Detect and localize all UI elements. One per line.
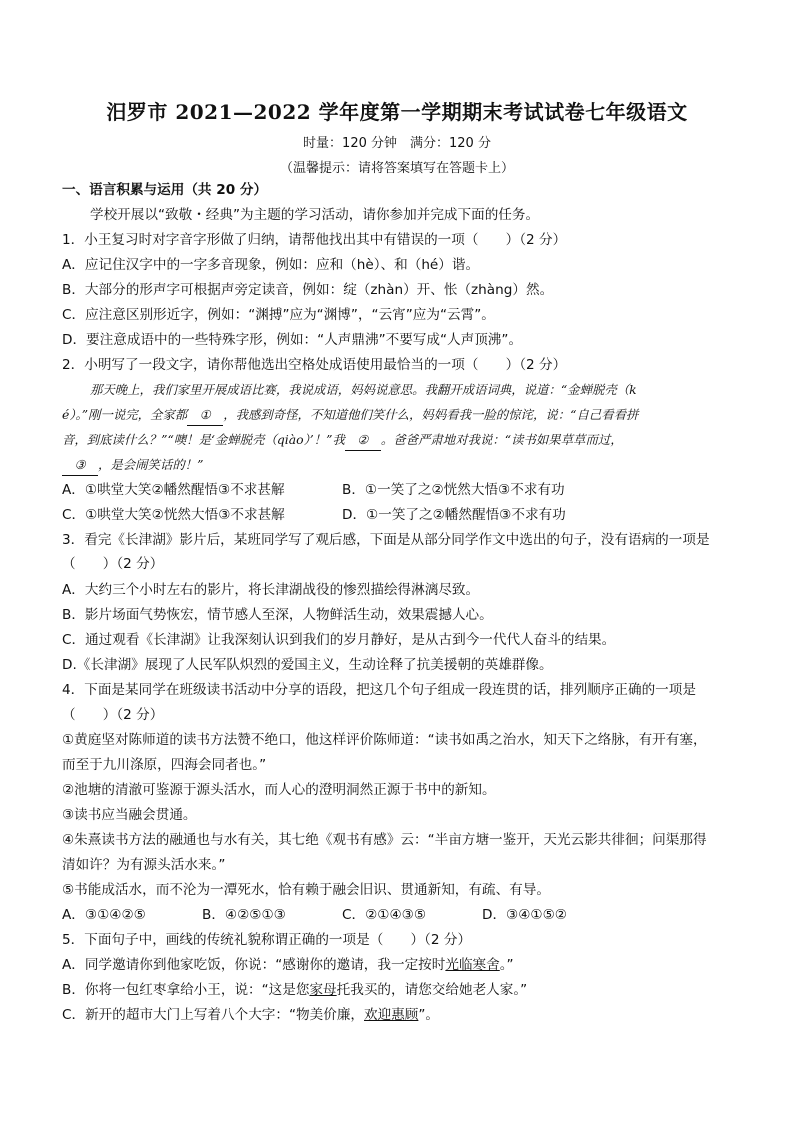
question-1-stem: 1．小王复习时对字音字形做了归纳，请帮他找出其中有错误的一项（ ）（2 分） [62,232,567,248]
underlined-term: 家母 [309,982,337,998]
question-4-stem: 4．下面是某同学在班级读书活动中分享的语段，把这几个句子组成一段连贯的话，排列顺序正确的一项是 [62,682,696,698]
passage-text: ，是会闹笑话的！” [98,457,204,472]
option-text: B．你将一包红枣拿给小王，说：“这是您 [62,982,310,998]
question-4-option-d: D．③④①⑤② [482,907,567,923]
option-text: 。” [499,957,514,973]
underlined-term: 光临寒舍 [445,957,500,973]
section-intro: 学校开展以“致敬・经典”为主题的学习活动，请你参加并完成下面的任务。 [90,207,540,223]
question-4-sentence-2: ②池塘的清澈可鉴源于源头活水，而人心的澄明洞然正源于书中的新知。 [62,782,496,798]
question-2-stem: 2．小明写了一段文字，请你帮他选出空格处成语使用最恰当的一项（ ）（2 分） [62,357,567,373]
question-2-passage-line-2 [62,405,736,426]
question-3-option-a: A．大约三个小时左右的影片，将长津湖战役的惨烈描绘得淋漓尽致。 [62,582,480,598]
question-2-option-d: D．①一笑了之②幡然醒悟③不求有功 [342,507,566,523]
question-4-sentence-1: ①黄庭坚对陈师道的读书方法赞不绝口，他这样评价陈师道：“读书如禹之治水，知天下之络脉，有开有塞， [62,732,707,748]
question-1-option-c: C．应注意区别形近字，例如：“渊搏”应为“渊博”，“云宵”应为“云霄”。 [62,307,495,323]
question-5-option-a [62,955,734,975]
question-4-sentence-1-cont: 而至于九川涤原，四海会同者也。” [62,757,267,773]
option-text: 托我买的，请您交给她老人家。” [336,982,528,998]
question-4-option-c: C．②①④③⑤ [342,907,427,923]
question-2-passage-line-1: 那天晚上，我们家里开展成语比赛，我说成语，妈妈说意思。我翻开成语词典，说道：“金蝉脱壳（k [90,382,637,397]
passage-text: 。爸爸严肃地对我说：“读书如果草草而过， [380,432,623,447]
question-4-sentence-3: ③读书应当融会贯通。 [62,807,197,823]
blank-1: ① [187,405,223,426]
question-4-sentence-5: ⑤书能成活水，而不沦为一潭死水，恰有赖于融会旧识、贯通新知，有疏、有导。 [62,882,550,898]
question-1-option-d: D．要注意成语中的一些特殊字形，例如：“人声鼎沸”不要写成“人声顶沸”。 [62,332,523,348]
question-1-option-b: B．大部分的形声字可根据声旁定读音，例如：绽（zhàn）开、怅（zhàng）然。 [62,282,554,298]
question-3-option-c: C．通过观看《长津湖》让我深刻认识到我们的岁月静好，是从古到今一代代人奋斗的结果。 [62,632,616,648]
question-4-stem-score: （ ）（2 分） [62,707,164,723]
blank-2: ② [345,430,381,451]
exam-title: 汨罗市 2021—2022 学年度第一学期期末考试试卷七年级语文 [106,100,688,124]
question-3-stem: 3．看完《长津湖》影片后，某班同学写了观后感，下面是从部分同学作文中选出的句子，没有语病的一项是 [62,532,710,548]
passage-text: ，我感到奇怪，不知道他们笑什么，妈妈看我一脸的惊诧，说：“自己看看拼 [223,407,639,422]
option-text: C．新开的超市大门上写着八个大字：“物美价廉， [62,1007,365,1023]
exam-reminder: （温馨提示：请将答案填写在答题卡上） [279,161,514,176]
question-5-option-c [62,1005,734,1025]
question-4-sentence-4: ④朱熹读书方法的融通也与水有关，其七绝《观书有感》云：“半亩方塘一鉴开，天光云影共徘徊；问渠那得 [62,832,707,848]
question-4-option-b: B．④②⑤①③ [202,907,286,923]
passage-text: é）。”刚一说完，全家都 [62,407,188,422]
underlined-term: 欢迎惠顾 [364,1007,419,1023]
question-2-option-b: B．①一笑了之②恍然大悟③不求有功 [342,482,565,498]
question-2-passage-line-3 [62,430,736,451]
blank-3: ③ [62,455,98,476]
question-3-option-b: B．影片场面气势恢宏，情节感人至深，人物鲜活生动，效果震撼人心。 [62,607,493,623]
question-3-option-d: D.《长津湖》展现了人民军队炽烈的爱国主义，生动诠释了抗美援朝的英雄群像。 [62,657,553,673]
question-5-stem: 5．下面句子中，画线的传统礼貌称谓正确的一项是（ ）（2 分） [62,932,472,948]
question-1-option-a: A．应记住汉字中的一字多音现象，例如：应和（hè）、和（hé）谐。 [62,257,480,273]
option-text: ”。 [418,1007,440,1023]
question-2-option-a: A．①哄堂大笑②幡然醒悟③不求甚解 [62,482,285,498]
section-heading: 一、语言积累与运用（共 20 分） [62,182,268,198]
question-2-passage-line-4 [62,455,736,476]
question-5-option-b [62,980,734,1000]
question-2-option-c: C．①哄堂大笑②恍然大悟③不求甚解 [62,507,285,523]
question-3-stem-score: （ ）（2 分） [62,556,164,572]
question-4-sentence-4-cont: 清如许？为有源头活水来。” [62,857,226,873]
exam-time-score: 时量：120 分钟 满分：120 分 [303,136,491,151]
passage-text: 音，到底读什么？”“噢！是‘金蝉脱壳（qiào）’！”我 [62,432,345,447]
question-4-option-a: A．③①④②⑤ [62,907,146,923]
option-text: A．同学邀请你到他家吃饭，你说：“感谢你的邀请，我一定按时 [62,957,446,973]
